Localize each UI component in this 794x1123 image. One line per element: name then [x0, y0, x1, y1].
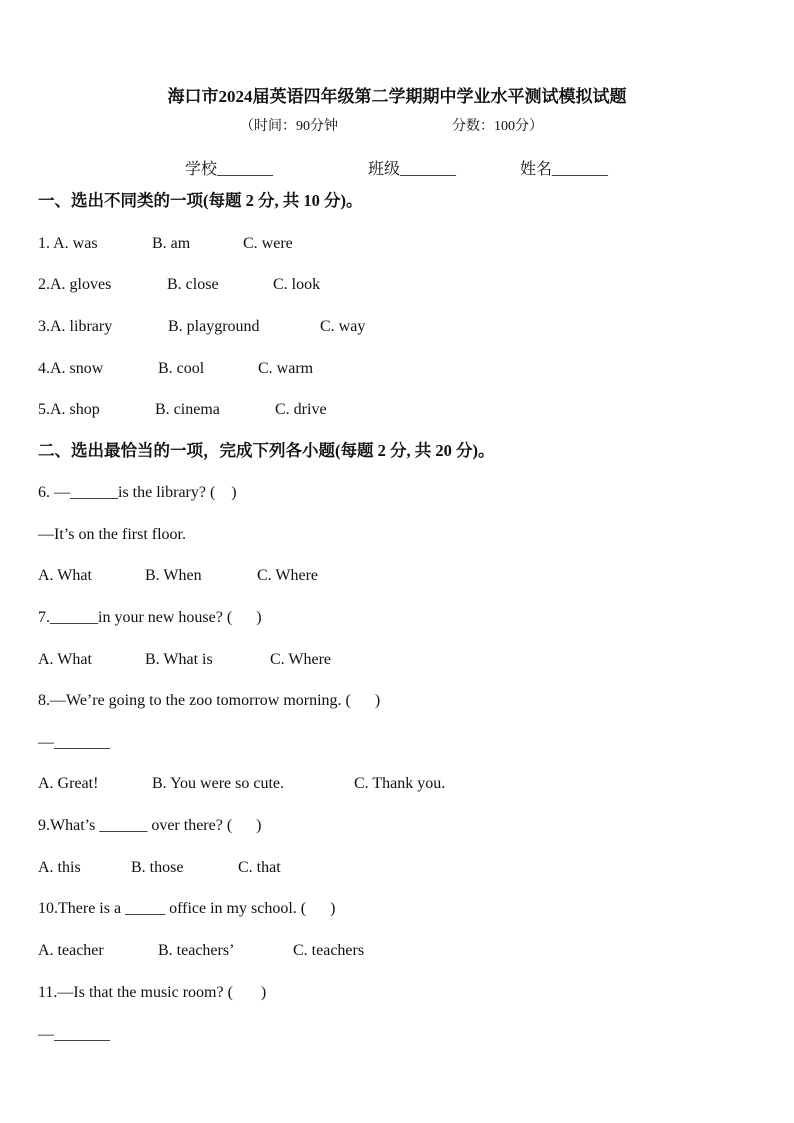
option-a: 4.A. snow: [38, 360, 104, 377]
option-b: B. those: [131, 859, 184, 876]
option-c: C. teachers: [293, 942, 365, 959]
option-b: B. cool: [158, 360, 205, 377]
option-a: A. teacher: [38, 942, 104, 959]
option-a: 1. A. was: [38, 235, 98, 252]
name-field: 姓名_______: [520, 161, 609, 178]
option-c: C. Thank you.: [354, 775, 446, 792]
question-reply: —_______: [38, 734, 110, 751]
section1-heading: 一、选出不同类的一项(每题 2 分, 共 10 分)。: [38, 191, 363, 210]
option-c: C. way: [320, 318, 366, 335]
question-stem: 8.—We’re going to the zoo tomorrow morning. ( ): [38, 692, 381, 709]
option-a: A. What: [38, 567, 92, 584]
page-title: 海口市2024届英语四年级第二学期期中学业水平测试模拟试题: [167, 87, 627, 106]
option-a: A. this: [38, 859, 81, 876]
option-a: 5.A. shop: [38, 401, 100, 418]
question-stem: 10.There is a _____ office in my school. ( ): [38, 900, 336, 917]
question-stem: 11.—Is that the music room? ( ): [38, 984, 267, 1001]
question-stem: 7.______in your new house? ( ): [38, 609, 262, 626]
option-c: C. were: [243, 235, 293, 252]
option-c: C. look: [273, 276, 321, 293]
option-b: B. teachers’: [158, 942, 235, 959]
exam-time: （时间：90分钟: [240, 119, 338, 134]
option-c: C. warm: [258, 360, 314, 377]
option-b: B. You were so cute.: [152, 775, 284, 792]
option-b: B. cinema: [155, 401, 220, 418]
option-a: A. What: [38, 651, 92, 668]
section2-heading: 二、选出最恰当的一项，完成下列各小题(每题 2 分, 共 20 分)。: [38, 441, 495, 460]
option-a: A. Great!: [38, 775, 99, 792]
class-field: 班级_______: [368, 161, 457, 178]
option-b: B. What is: [145, 651, 213, 668]
option-c: C. Where: [257, 567, 319, 584]
question-reply: —It’s on the first floor.: [38, 526, 186, 543]
option-b: B. When: [145, 567, 202, 584]
option-a: 3.A. library: [38, 318, 113, 335]
option-c: C. Where: [270, 651, 332, 668]
question-reply: —_______: [38, 1026, 110, 1043]
exam-score: 分数：100分）: [452, 119, 543, 134]
option-b: B. playground: [168, 318, 260, 335]
option-c: C. that: [238, 859, 281, 876]
option-a: 2.A. gloves: [38, 276, 112, 293]
question-stem: 9.What’s ______ over there? ( ): [38, 817, 262, 834]
option-c: C. drive: [275, 401, 327, 418]
question-stem: 6. —______is the library? ( ): [38, 484, 237, 501]
option-b: B. am: [152, 235, 191, 252]
school-field: 学校_______: [185, 161, 274, 178]
option-b: B. close: [167, 276, 219, 293]
